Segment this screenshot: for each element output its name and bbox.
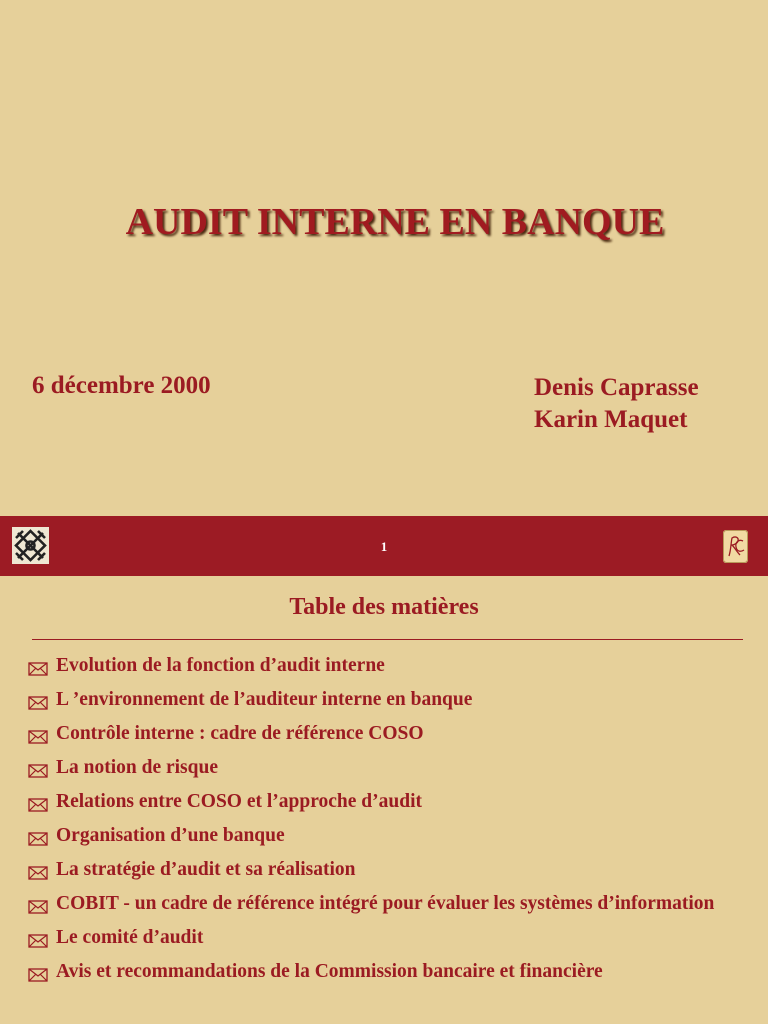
envelope-icon <box>28 929 48 945</box>
toc-item <box>28 651 728 680</box>
toc-title: Table des matières <box>289 594 479 620</box>
envelope-icon <box>28 759 48 775</box>
toc-item-label: Evolution de la fonction d’audit interne <box>56 655 385 676</box>
envelope-icon <box>28 793 48 809</box>
toc-item-label: Avis et recommandations de la Commission bancaire et financière <box>56 961 603 982</box>
presentation-date: 6 décembre 2000 <box>32 372 211 399</box>
author-name: Karin Maquet <box>534 406 688 433</box>
page-number: 1 <box>380 539 388 554</box>
toc-item-label: Contrôle interne : cadre de référence COSO <box>56 723 424 744</box>
toc-item <box>28 855 728 884</box>
toc-item <box>28 753 728 782</box>
toc-item <box>28 719 728 748</box>
envelope-icon <box>28 827 48 843</box>
footer-band <box>0 516 768 576</box>
author-name: Denis Caprasse <box>534 374 699 401</box>
toc-item-label: La stratégie d’audit et sa réalisation <box>56 859 356 880</box>
toc-item-label: COBIT - un cadre de référence intégré pour évaluer les systèmes d’information <box>56 893 715 914</box>
toc-list <box>28 651 728 991</box>
toc-item-label: Relations entre COSO et l’approche d’audit <box>56 791 422 812</box>
envelope-icon <box>28 861 48 877</box>
toc-slide <box>0 576 768 1024</box>
envelope-icon <box>28 963 48 979</box>
toc-item <box>28 957 728 986</box>
envelope-icon <box>28 691 48 707</box>
toc-item-label: La notion de risque <box>56 757 218 778</box>
toc-item <box>28 889 728 918</box>
toc-item-label: Le comité d’audit <box>56 927 204 948</box>
toc-item <box>28 821 728 850</box>
toc-item <box>28 685 728 714</box>
monogram-logo-icon <box>723 530 748 563</box>
toc-item-label: Organisation d’une banque <box>56 825 285 846</box>
toc-item <box>28 923 728 952</box>
presentation-title: AUDIT INTERNE EN BANQUE <box>125 201 665 243</box>
authors-block <box>534 372 699 436</box>
title-divider <box>32 639 743 640</box>
toc-item <box>28 787 728 816</box>
envelope-icon <box>28 725 48 741</box>
envelope-icon <box>28 895 48 911</box>
envelope-icon <box>28 657 48 673</box>
toc-item-label: L ’environnement de l’auditeur interne en banque <box>56 689 473 710</box>
